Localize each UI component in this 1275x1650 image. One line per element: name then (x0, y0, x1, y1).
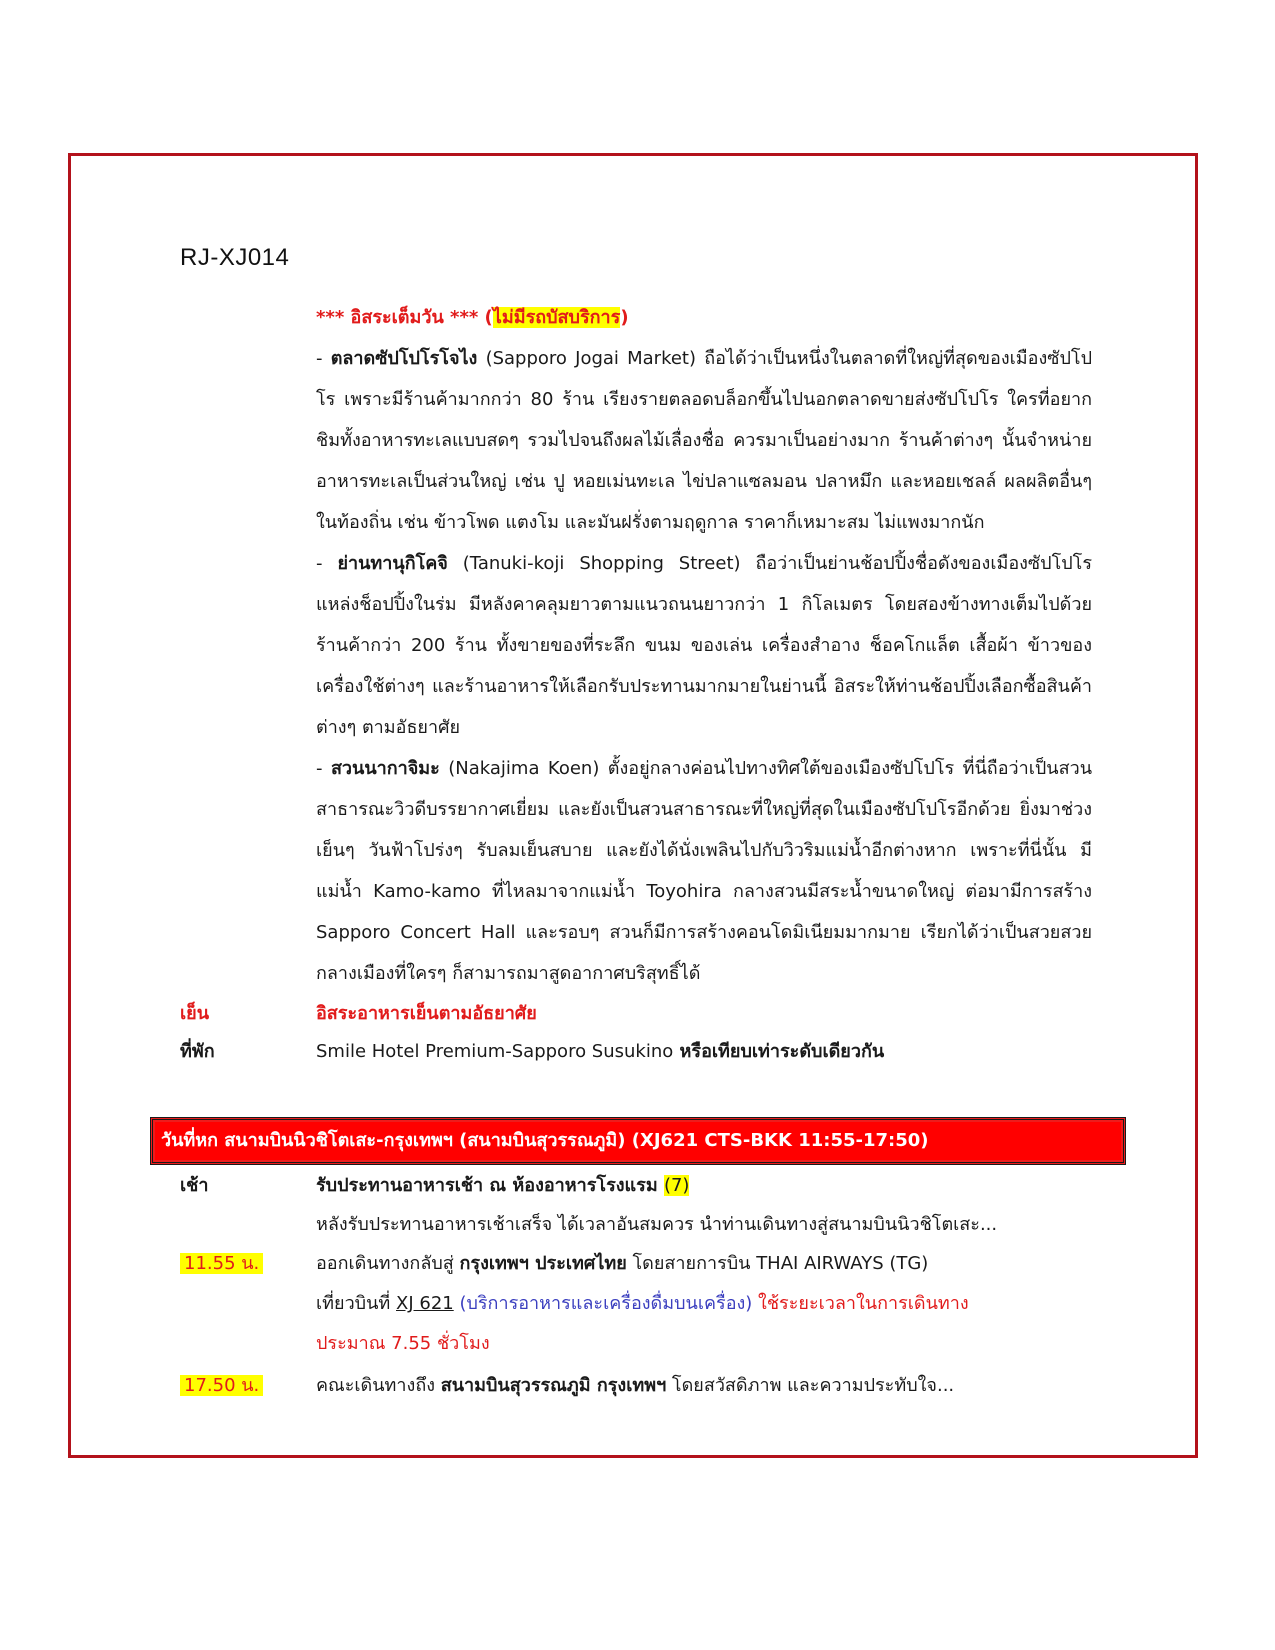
place-jogai-market (316, 338, 1092, 543)
breakfast-after-row (180, 1206, 1100, 1244)
flight-text (316, 1285, 969, 1323)
dash: - (316, 553, 338, 574)
breakfast-row (180, 1167, 1100, 1205)
dinner-label: เย็น (180, 1003, 210, 1024)
hotel-text (316, 1033, 884, 1071)
breakfast-label: เช้า (180, 1175, 209, 1196)
no-bus-note: ไม่มีรถบัสบริการ (492, 307, 621, 328)
breakfast-text (316, 1167, 689, 1205)
hotel-suffix: หรือเทียบเท่าระดับเดียวกัน (673, 1041, 885, 1062)
place-name: ย่านทานุกิโคจิ (337, 553, 448, 574)
duration-row (180, 1325, 1100, 1363)
place-tanuki-koji (316, 543, 1092, 748)
depart-time: 11.55 น. (180, 1253, 263, 1274)
arrive-destination: สนามบินสุวรรณภูมิ กรุงเทพฯ (440, 1375, 667, 1396)
free-day-heading: อิสระเต็มวัน (350, 307, 444, 328)
depart-airline: โดยสายการบิน THAI AIRWAYS (TG) (626, 1253, 929, 1274)
flight-label: เที่ยวบินที่ (316, 1293, 396, 1314)
flight-row (180, 1285, 1100, 1323)
hotel-label: ที่พัก (180, 1041, 215, 1062)
day-six-title: วันที่หก สนามบินนิวชิโตเสะ-กรุงเทพฯ (สนามบินสุวรรณภูมิ) (XJ621 CTS-BKK 11:55-17:50) (155, 1122, 1121, 1160)
in-flight-service: (บริการอาหารและเครื่องดื่มบนเครื่อง) (453, 1293, 753, 1314)
hotel-row (180, 1033, 1100, 1071)
breakfast-desc: รับประทานอาหารเช้า ณ ห้องอาหารโรงแรม (316, 1175, 664, 1196)
depart-text (316, 1245, 928, 1283)
arrive-t2: โดยสวัสดิภาพ และความประทับใจ... (666, 1375, 955, 1396)
flight-number: XJ 621 (396, 1293, 454, 1314)
duration-value: ประมาณ 7.55 ชั่วโมง (316, 1333, 490, 1354)
place-description: (Tanuki-koji Shopping Street) ถือว่าเป็นย่านช้อปปิ้งชื่อดังของเมืองซัปโปโร แหล่งช็อปปิ้งในร่ม มีหลังคาคลุมยาวตามแนวถนนยาวกว่า 1 กิโลเมตร โดยสองข้างทางเต็มไปด้วยร้านค้ากว่า 200 ร้าน ทั้งขายของที่ระลึก ขนม ของเล่น เครื่องสำอาง ช็อคโกแล็ต เสื้อผ้า ข้าวของเครื่องใช้ต่างๆ และร้านอาหารให้เลือกรับประทานมากมายในย่านนี้ อิสระให้ท่านช้อปปิ้งเลือกซื้อสินค้าต่างๆ ตามอัธยาศัย (316, 553, 1093, 738)
day-six-banner (150, 1117, 1126, 1165)
arrive-text (316, 1367, 954, 1405)
place-name: สวนนากาจิมะ (330, 758, 440, 779)
breakfast-after: หลังรับประทานอาหารเช้าเสร็จ ได้เวลาอันสมควร นำท่านเดินทางสู่สนามบินนิวชิโตเสะ... (316, 1214, 998, 1235)
hotel-name: Smile Hotel Premium-Sapporo Susukino (316, 1041, 674, 1062)
arrive-t1: คณะเดินทางถึง (316, 1375, 441, 1396)
meal-number: (7) (663, 1175, 690, 1196)
depart-row (180, 1245, 1100, 1283)
tour-code: RJ-XJ014 (180, 244, 290, 271)
place-description: (Sapporo Jogai Market) ถือได้ว่าเป็นหนึ่งในตลาดที่ใหญ่ที่สุดของเมืองซัปโปโร เพราะมีร้านค้ามากกว่า 80 ร้าน เรียงรายตลอดบล็อกขึ้นไปนอกตลาดขายส่งซัปโปโร ใครที่อยากชิมทั้งอาหารทะเลแบบสดๆ รวมไปจนถึงผลไม้เลื่องชื่อ ควรมาเป็นอย่างมาก ร้านค้าต่างๆ นั้นจำหน่ายอาหารทะเลเป็นส่วนใหญ่ เช่น ปู หอยเม่นทะเล ไข่ปลาแซลมอน ปลาหมึก และหอยเชลล์ ผลผลิตอื่นๆ ในท้องถิ่น เช่น ข้าวโพด แตงโม และมันฝรั่งตามฤดูกาล ราคาก็เหมาะสม ไม่แพงมากนัก (316, 348, 1092, 533)
stars-open: *** (316, 307, 351, 328)
stars-close: *** ( (443, 307, 493, 328)
depart-t1: ออกเดินทางกลับสู่ (316, 1253, 460, 1274)
place-nakajima-koen (316, 748, 1092, 994)
arrive-row (180, 1367, 1100, 1405)
free-day-title (316, 297, 1092, 338)
depart-destination: กรุงเทพฯ ประเทศไทย (459, 1253, 627, 1274)
arrive-time: 17.50 น. (180, 1375, 263, 1396)
free-day-section (316, 297, 1092, 994)
dash: - (316, 348, 331, 369)
dash: - (316, 758, 331, 779)
dinner-text: อิสระอาหารเย็นตามอัธยาศัย (316, 1003, 537, 1024)
duration-text: ใช้ระยะเวลาในการเดินทาง (752, 1293, 969, 1314)
place-description: (Nakajima Koen) ตั้งอยู่กลางค่อนไปทางทิศใต้ของเมืองซัปโปโร ที่นี่ถือว่าเป็นสวนสาธารณะวิวดีบรรยากาศเยี่ยม และยังเป็นสวนสาธารณะที่ใหญ่ที่สุดในเมืองซัปโปโรอีกด้วย ยิ่งมาช่วงเย็นๆ วันฟ้าโปร่งๆ รับลมเย็นสบาย และยังได้นั่งเพลินไปกับวิวริมแม่น้ำอีกต่างหาก เพราะที่นี่นั้น มีแม่น้ำ Kamo-kamo ที่ไหลมาจากแม่น้ำ Toyohira กลางสวนมีสระน้ำขนาดใหญ่ ต่อมามีการสร้าง Sapporo Concert Hall และรอบๆ สวนก็มีการสร้างคอนโดมิเนียมมากมาย เรียกได้ว่าเป็นสวยสวยกลางเมืองที่ใครๆ ก็สามารถมาสูดอากาศบริสุทธิ์ได้ (316, 758, 1092, 984)
close-paren: ) (620, 307, 629, 328)
dinner-row (180, 995, 1100, 1033)
place-name: ตลาดซัปโปโรโจไง (330, 348, 478, 369)
